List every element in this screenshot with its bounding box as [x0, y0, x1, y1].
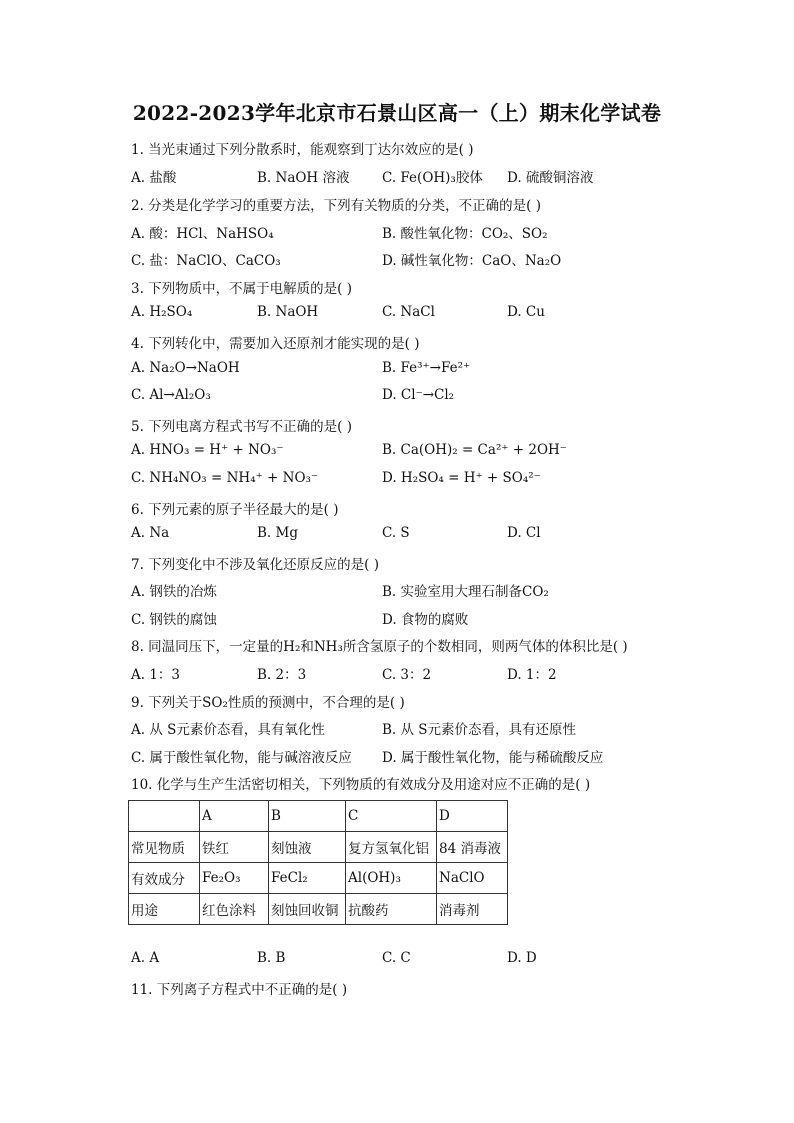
question-4-option-b[interactable]: B. Fe³⁺→Fe²⁺	[382, 360, 471, 376]
question-10-option-d[interactable]: D. D	[507, 950, 537, 966]
question-6-option-a[interactable]: A. Na	[131, 525, 170, 541]
question-8-option-b[interactable]: B. 2：3	[257, 667, 307, 683]
question-4-options-row1	[131, 360, 691, 380]
question-3-options	[131, 304, 691, 324]
question-2-option-b[interactable]: B. 酸性氧化物：CO₂、SO₂	[382, 226, 548, 242]
table-cell: 常见物质	[129, 832, 200, 863]
question-5-options-row2	[131, 470, 691, 490]
question-4-option-d[interactable]: D. Cl⁻→Cl₂	[382, 387, 455, 403]
table-cell: D	[437, 801, 508, 832]
question-1-options	[131, 166, 691, 186]
table-cell	[129, 801, 200, 832]
question-7-option-a[interactable]: A. 钢铁的冶炼	[131, 584, 217, 600]
question-8-option-c[interactable]: C. 3：2	[382, 667, 432, 683]
question-5-option-b[interactable]: B. Ca(OH)₂ = Ca²⁺ + 2OH⁻	[382, 442, 567, 458]
question-8-option-d[interactable]: D. 1：2	[507, 667, 557, 683]
table-cell: 用途	[129, 894, 200, 925]
question-10-option-b[interactable]: B. B	[257, 950, 286, 966]
question-5-options-row1	[131, 442, 691, 462]
question-9-options-row1	[131, 718, 691, 738]
table-cell: A	[200, 801, 269, 832]
question-11-stem: 11. 下列离子方程式中不正确的是( )	[131, 982, 348, 998]
question-4-stem: 4. 下列转化中，需要加入还原剂才能实现的是( )	[131, 336, 420, 352]
question-1-option-c[interactable]: C. Fe(OH)₃胶体	[382, 170, 483, 186]
question-9-option-a[interactable]: A. 从 S元素价态看，具有氧化性	[131, 722, 325, 738]
question-2-options-row2	[131, 249, 691, 269]
question-5-option-a[interactable]: A. HNO₃ = H⁺ + NO₃⁻	[131, 442, 284, 458]
question-7-option-c[interactable]: C. 钢铁的腐蚀	[131, 612, 217, 628]
question-1-stem: 1. 当光束通过下列分散系时，能观察到丁达尔效应的是( )	[131, 142, 474, 158]
table-cell: Fe₂O₃	[200, 863, 269, 894]
table-cell: 抗酸药	[346, 894, 437, 925]
question-10-stem: 10. 化学与生产生活密切相关，下列物质的有效成分及用途对应不正确的是( )	[131, 777, 591, 793]
question-10-option-c[interactable]: C. C	[382, 950, 411, 966]
table-cell: 消毒剂	[437, 894, 508, 925]
question-9-stem: 9. 下列关于SO₂性质的预测中，不合理的是( )	[131, 695, 405, 711]
table-cell: FeCl₂	[269, 863, 346, 894]
question-6-options	[131, 525, 691, 545]
question-1-option-b[interactable]: B. NaOH 溶液	[257, 170, 350, 186]
question-10-option-a[interactable]: A. A	[131, 950, 160, 966]
question-9-option-b[interactable]: B. 从 S元素价态看，具有还原性	[382, 722, 577, 738]
question-3-option-d[interactable]: D. Cu	[507, 304, 545, 320]
table-cell: 84 消毒液	[437, 832, 508, 863]
question-4-option-a[interactable]: A. Na₂O→NaOH	[131, 360, 240, 376]
table-header-row	[129, 801, 508, 832]
table-cell: 刻蚀回收铜	[269, 894, 346, 925]
table-cell: B	[269, 801, 346, 832]
question-3-option-a[interactable]: A. H₂SO₄	[131, 304, 193, 320]
table-row	[129, 894, 508, 925]
table-row	[129, 863, 508, 894]
question-7-options-row2	[131, 608, 691, 628]
question-8-option-a[interactable]: A. 1：3	[131, 667, 181, 683]
table-cell: 复方氢氧化铝	[346, 832, 437, 863]
question-3-option-c[interactable]: C. NaCl	[382, 304, 435, 320]
table-cell: C	[346, 801, 437, 832]
question-1-option-a[interactable]: A. 盐酸	[131, 170, 177, 186]
page-title: 2022-2023学年北京市石景山区高一（上）期末化学试卷	[132, 101, 662, 125]
question-4-options-row2	[131, 387, 691, 407]
question-6-option-d[interactable]: D. Cl	[507, 525, 541, 541]
question-7-stem: 7. 下列变化中不涉及氧化还原反应的是( )	[131, 557, 379, 573]
question-10-options	[131, 950, 691, 970]
question-7-option-b[interactable]: B. 实验室用大理石制备CO₂	[382, 584, 549, 600]
question-6-option-c[interactable]: C. S	[382, 525, 410, 541]
table-cell: 红色涂料	[200, 894, 269, 925]
question-10-table	[128, 800, 508, 925]
question-2-option-c[interactable]: C. 盐：NaClO、CaCO₃	[131, 253, 281, 269]
question-7-options-row1	[131, 580, 691, 600]
question-3-stem: 3. 下列物质中，不属于电解质的是( )	[131, 281, 352, 297]
question-1-option-d[interactable]: D. 硫酸铜溶液	[507, 170, 594, 186]
question-2-stem: 2. 分类是化学学习的重要方法，下列有关物质的分类，不正确的是( )	[131, 198, 541, 214]
table-cell: 铁红	[200, 832, 269, 863]
table-row	[129, 832, 508, 863]
question-2-options-row1	[131, 222, 691, 242]
table-cell: Al(OH)₃	[346, 863, 437, 894]
question-3-option-b[interactable]: B. NaOH	[257, 304, 319, 320]
question-6-stem: 6. 下列元素的原子半径最大的是( )	[131, 502, 339, 518]
question-2-option-d[interactable]: D. 碱性氧化物：CaO、Na₂O	[382, 253, 562, 269]
table-cell: 刻蚀液	[269, 832, 346, 863]
question-9-option-c[interactable]: C. 属于酸性氧化物，能与碱溶液反应	[131, 750, 352, 766]
question-8-stem: 8. 同温同压下，一定量的H₂和NH₃所含氢原子的个数相同，则两气体的体积比是( )	[131, 639, 628, 655]
question-7-option-d[interactable]: D. 食物的腐败	[382, 612, 469, 628]
question-9-option-d[interactable]: D. 属于酸性氧化物，能与稀硫酸反应	[382, 750, 604, 766]
question-8-options	[131, 663, 691, 683]
table-cell: NaClO	[437, 863, 508, 894]
question-2-option-a[interactable]: A. 酸：HCl、NaHSO₄	[131, 226, 274, 242]
question-5-stem: 5. 下列电离方程式书写不正确的是( )	[131, 419, 352, 435]
table-cell: 有效成分	[129, 863, 200, 894]
question-9-options-row2	[131, 746, 691, 766]
question-5-option-d[interactable]: D. H₂SO₄ = H⁺ + SO₄²⁻	[382, 470, 541, 486]
question-6-option-b[interactable]: B. Mg	[257, 525, 298, 541]
question-4-option-c[interactable]: C. Al→Al₂O₃	[131, 387, 211, 403]
question-5-option-c[interactable]: C. NH₄NO₃ = NH₄⁺ + NO₃⁻	[131, 470, 319, 486]
